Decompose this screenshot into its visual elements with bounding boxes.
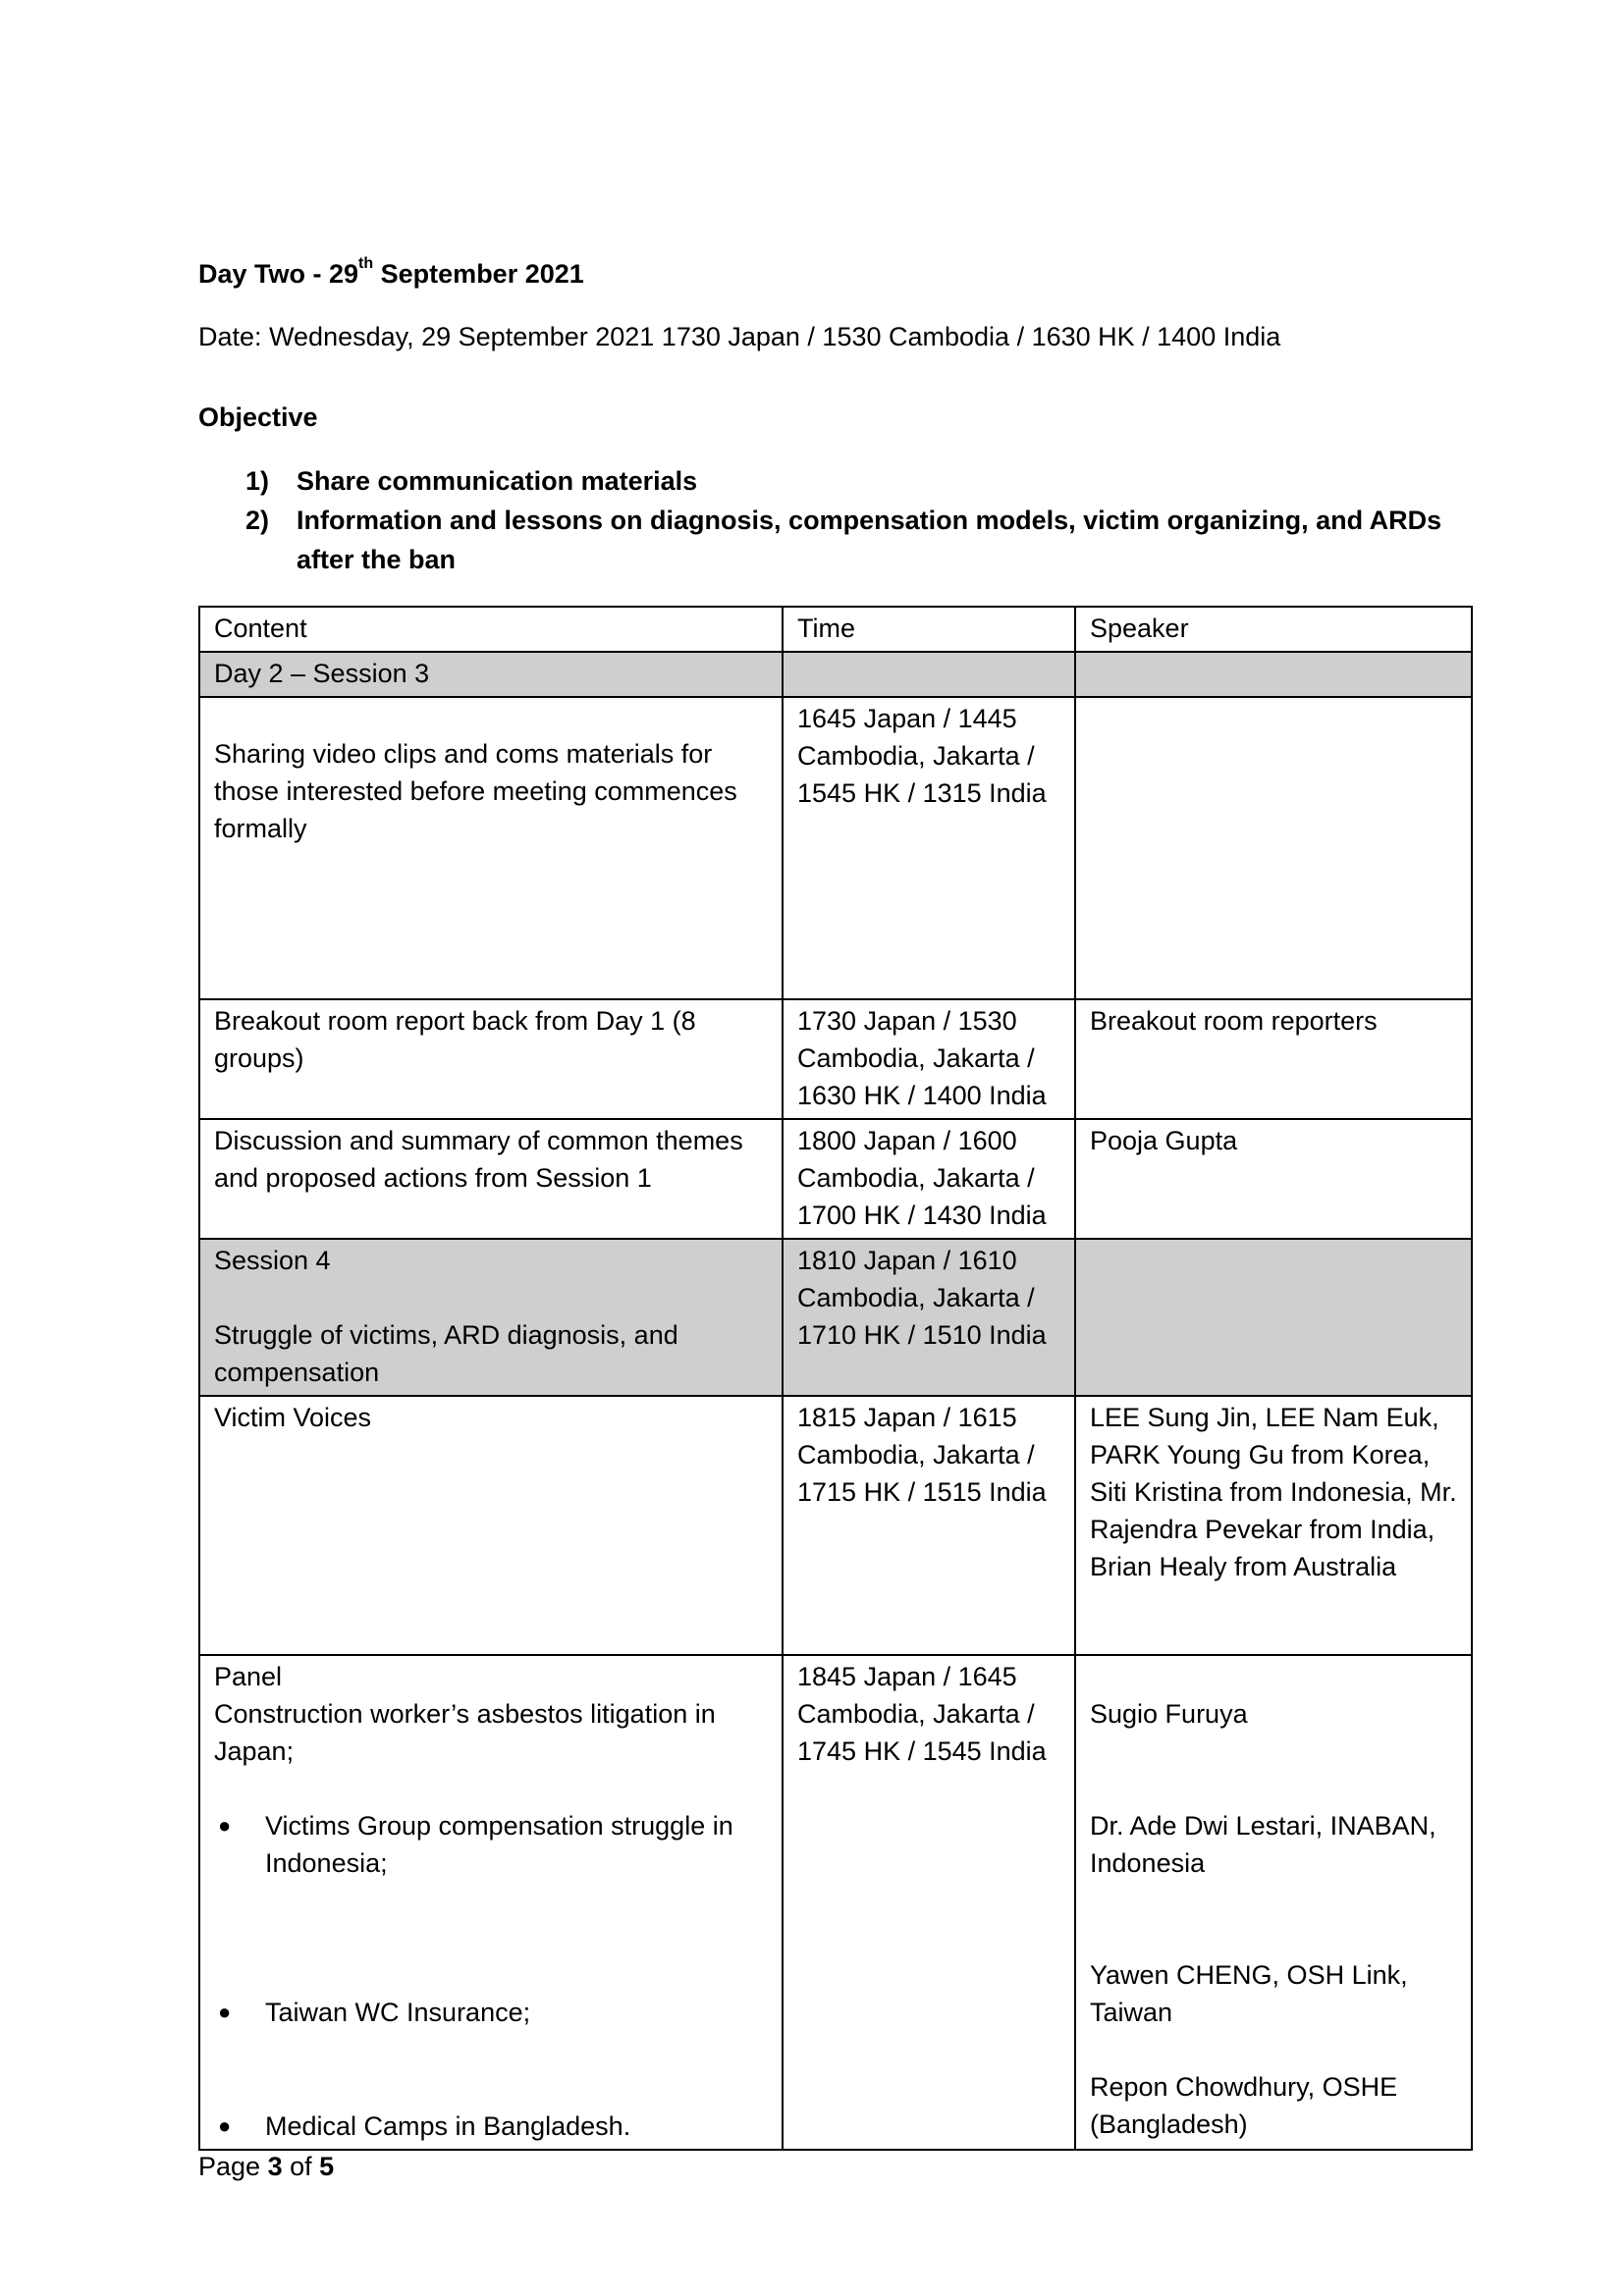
footer-current-page: 3: [267, 2152, 283, 2181]
panel-row: [199, 1655, 1472, 2150]
objective-item: [245, 501, 1453, 579]
panel-speaker: Dr. Ade Dwi Lestari, INABAN, Indonesia: [1090, 1811, 1436, 1878]
row-time: 1645 Japan / 1445 Cambodia, Jakarta / 1545 HK / 1315 India: [783, 697, 1075, 999]
objective-text: Information and lessons on diagnosis, compensation models, victim organizing, and ARDs after the ban: [297, 506, 1442, 574]
panel-speakers: [1075, 1655, 1472, 2150]
bullet-icon: ●: [218, 1813, 232, 1838]
row-content: [199, 697, 783, 999]
panel-time: 1845 Japan / 1645 Cambodia, Jakarta / 1745 HK / 1545 India: [783, 1655, 1075, 2150]
page-footer: [198, 2152, 334, 2182]
session4-row: [199, 1239, 1472, 1396]
panel-label: Panel: [214, 1662, 283, 1691]
heading-suffix: September 2021: [373, 259, 584, 289]
spacer: [214, 1279, 768, 1316]
row-speaker: Pooja Gupta: [1075, 1119, 1472, 1239]
spacer: [1090, 1882, 1457, 1956]
victim-voices-content: Victim Voices: [199, 1396, 783, 1655]
victim-voices-speaker: LEE Sung Jin, LEE Nam Euk, PARK Young Gu from Korea, Siti Kristina from Indonesia, Mr. Rajendra Pevekar from India, Brian Healy from Australia: [1075, 1396, 1472, 1655]
panel-speaker: Sugio Furuya: [1090, 1699, 1248, 1729]
objective-text: Share communication materials: [297, 466, 698, 496]
panel-speaker: Yawen CHENG, OSH Link, Taiwan: [1090, 1960, 1408, 2027]
spacer: [214, 1770, 768, 1807]
session4-time: 1810 Japan / 1610 Cambodia, Jakarta / 1710 HK / 1510 India: [783, 1239, 1075, 1396]
row-speaker: Breakout room reporters: [1075, 999, 1472, 1119]
spacer: [214, 2031, 768, 2108]
session3-label: Day 2 – Session 3: [199, 652, 783, 697]
list-item: [214, 1807, 768, 1882]
objectives-list: [245, 461, 1453, 579]
heading-prefix: Day Two - 29: [198, 259, 359, 289]
session3-row: [199, 652, 1472, 697]
row-content: Breakout room report back from Day 1 (8 groups): [199, 999, 783, 1119]
session3-time-empty: [783, 652, 1075, 697]
header-content: Content: [199, 607, 783, 652]
agenda-table: [198, 606, 1473, 2151]
victim-voices-time: 1815 Japan / 1615 Cambodia, Jakarta / 1715 HK / 1515 India: [783, 1396, 1075, 1655]
footer-middle: of: [282, 2152, 320, 2181]
footer-prefix: Page: [198, 2152, 268, 2181]
header-time: Time: [783, 607, 1075, 652]
row-content: Discussion and summary of common themes and proposed actions from Session 1: [199, 1119, 783, 1239]
session4-label: Session 4: [214, 1246, 331, 1275]
row-time: 1800 Japan / 1600 Cambodia, Jakarta / 1700 HK / 1430 India: [783, 1119, 1075, 1239]
bullet-text: Taiwan WC Insurance;: [265, 1998, 531, 2027]
spacer: [1090, 1733, 1457, 1807]
bullet-text: Victims Group compensation struggle in Indonesia;: [265, 1811, 733, 1878]
session3-speaker-empty: [1075, 652, 1472, 697]
spacer: [214, 1882, 768, 1994]
panel-intro: Construction worker’s asbestos litigation in Japan;: [214, 1699, 716, 1766]
spacer: [1090, 1658, 1457, 1695]
session4-subtitle: Struggle of victims, ARD diagnosis, and compensation: [214, 1320, 678, 1387]
objective-number: 1): [245, 466, 270, 496]
page-heading: [198, 255, 584, 290]
bullet-text: Medical Camps in Bangladesh.: [265, 2111, 631, 2141]
bullet-icon: ●: [218, 2000, 232, 2024]
date-line: Date: Wednesday, 29 September 2021 1730 Japan / 1530 Cambodia / 1630 HK / 1400 India: [198, 322, 1281, 351]
spacer: [1090, 2031, 1457, 2068]
objective-label: Objective: [198, 402, 318, 432]
table-row: [199, 999, 1472, 1119]
table-header-row: [199, 607, 1472, 652]
row-speaker: [1075, 697, 1472, 999]
panel-speaker: Repon Chowdhury, OSHE (Bangladesh): [1090, 2072, 1398, 2139]
list-item: [214, 2108, 768, 2145]
session4-speaker-empty: [1075, 1239, 1472, 1396]
row-content-text: Sharing video clips and coms materials for those interested before meeting commences formally: [214, 739, 737, 843]
table-row: [199, 1119, 1472, 1239]
objective-number: 2): [245, 506, 270, 535]
table-row: [199, 697, 1472, 999]
objective-item: [245, 461, 1453, 501]
victim-voices-row: [199, 1396, 1472, 1655]
bullet-icon: ●: [218, 2113, 232, 2138]
footer-total-pages: 5: [319, 2152, 335, 2181]
heading-superscript: th: [358, 255, 374, 272]
session4-content: [199, 1239, 783, 1396]
row-time: 1730 Japan / 1530 Cambodia, Jakarta / 1630 HK / 1400 India: [783, 999, 1075, 1119]
list-item: [214, 1994, 768, 2031]
header-speaker: Speaker: [1075, 607, 1472, 652]
panel-content: [199, 1655, 783, 2150]
